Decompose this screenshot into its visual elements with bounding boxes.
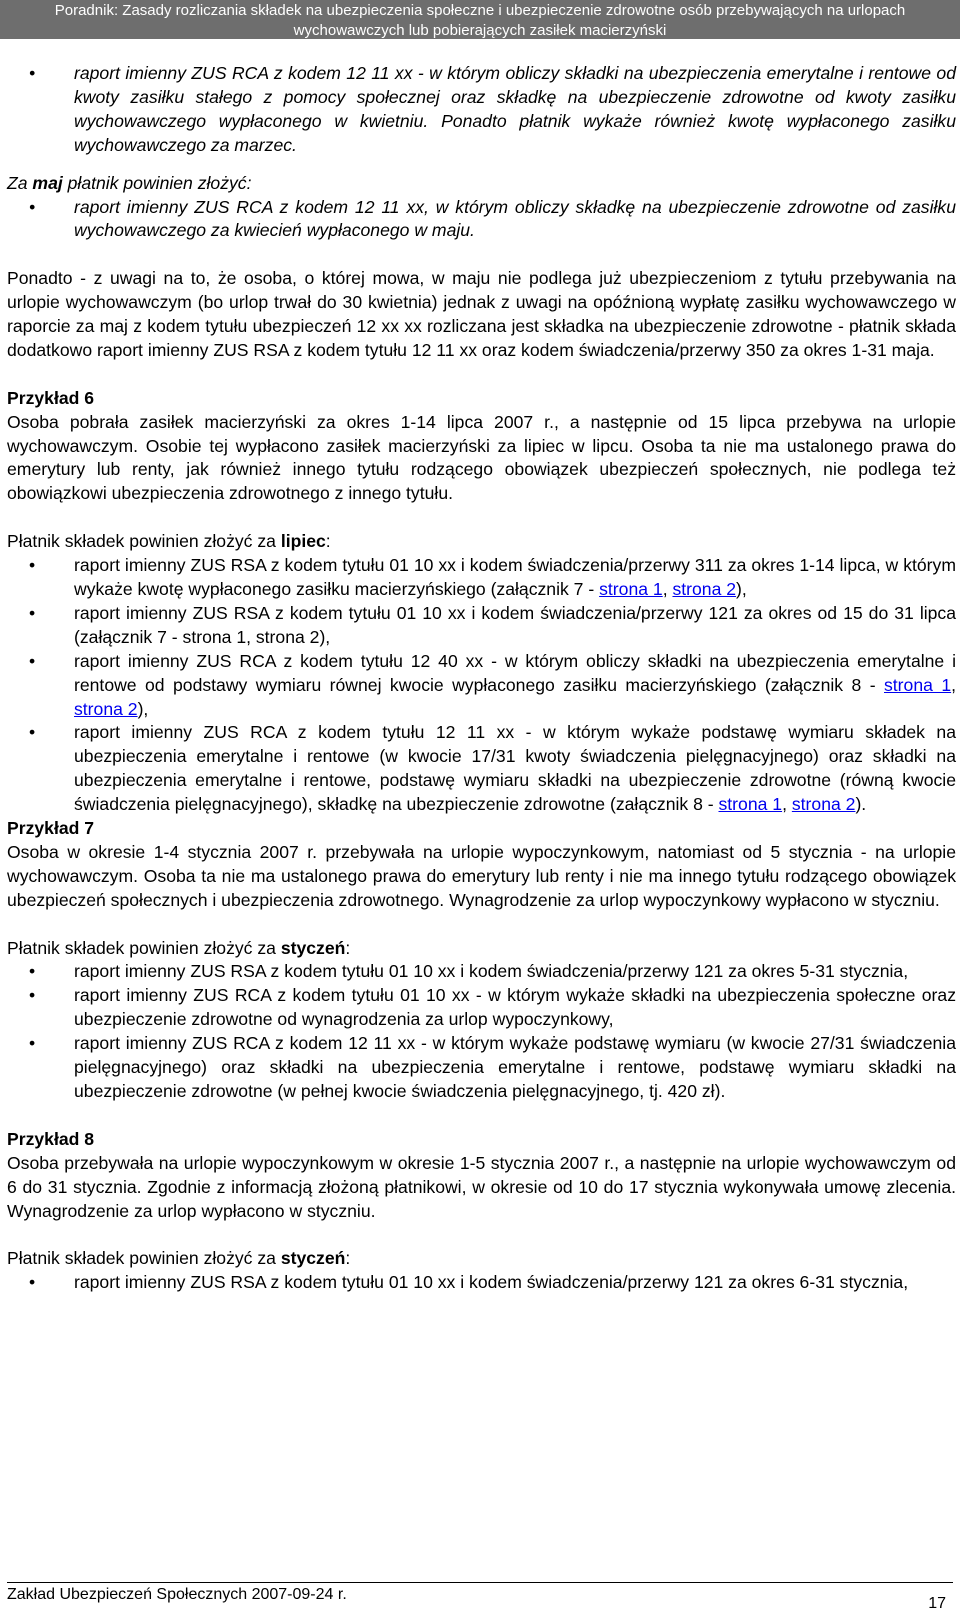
list-item: • raport imienny ZUS RSA z kodem tytułu 01 10 xx i kodem świadczenia/przerwy 311 za okres 1-14 lipca, w którym wykaże kwotę wypłaconego zasiłku macierzyńskiego (załącznik 7 - strona 1, strona 2), (7, 554, 956, 602)
paragraph-ponadto: Ponadto - z uwagi na to, że osoba, o której mowa, w maju nie podlega już ubezpieczeniom z tytułu przebywania na urlopie wychowawczym (bo urlop trwał do 30 kwietnia) jednak z uwagi na opóźnioną wypłatę zasiłku wychowawczego w raporcie za maj z kodem tytułu ubezpieczeń 12 xx xx rozliczana jest składka na ubezpieczenie zdrowotne - płatnik składa dodatkowo raport imienny ZUS RSA z kodem tytułu 12 11 xx oraz kodem świadczenia/przerwy 350 za okres 1-31 maja. (7, 268, 956, 360)
bullet-list-may (7, 196, 956, 244)
example7-text: Osoba w okresie 1-4 stycznia 2007 r. przebywała na urlopie wypoczynkowym, natomiast od 5 stycznia - na urlopie wychowawczym. Osoba ta nie ma ustalonego prawa do emerytury lub renty i nie ma innego tytułu rodzącego obowiązek ubezpieczeń społecznych i ubezpieczenia zdrowotnego. Wynagrodzenie za urlop wypoczynkowy wypłacono w styczniu. (7, 841, 956, 910)
example7-list (7, 960, 956, 1103)
page-header (0, 0, 960, 39)
example6-text: Osoba pobrała zasiłek macierzyński za okres 1-14 lipca 2007 r., a następnie od 15 lipca przebywa na urlopie wychowawczym. Osobie tej wypłacono zasiłek macierzyński za lipiec w lipcu. Osoba ta nie ma ustalonego prawa do emerytury lub renty, jak również innego tytułu rodzącego obowiązek ubezpieczeń społecznych, nie podlega też obowiązkowi ubezpieczenia zdrowotnego z innego tytułu. (7, 411, 956, 504)
footer-text: Zakład Ubezpieczeń Społecznych 2007-09-24 r. (7, 1586, 347, 1603)
may-lead: Za maj płatnik powinien złożyć: (7, 172, 252, 193)
link-strona-2[interactable]: strona 2 (672, 578, 737, 599)
example8-list (7, 1271, 956, 1295)
list-item: • raport imienny ZUS RCA z kodem 12 11 xx, w którym obliczy składkę na ubezpieczenie zdrowotne od zasiłku wychowawczego za kwiecień wypłaconego w maju. (7, 196, 956, 244)
example8-heading: Przykład 8 (7, 1128, 95, 1149)
link-strona-1[interactable]: strona 1 (884, 674, 952, 695)
page-number: 17 (928, 1595, 946, 1612)
example6-heading: Przykład 6 (7, 387, 95, 408)
example7-lead: Płatnik składek powinien złożyć za styczeń: (7, 937, 351, 958)
link-strona-1[interactable]: strona 1 (599, 578, 663, 599)
example7-heading: Przykład 7 (7, 818, 95, 839)
document-body (7, 62, 956, 1295)
list-item: • raport imienny ZUS RCA z kodem 12 11 xx - w którym obliczy składki na ubezpieczenia emerytalne i rentowe od kwoty zasiłku stałego z pomocy społecznej oraz składkę na ubezpieczenie zdrowotne od kwoty zasiłku wychowawczego wypłaconego w kwietniu. Ponadto płatnik wykaże również kwotę wypłaconego zasiłku wychowawczego za marzec. (7, 62, 956, 158)
example6-lead: Płatnik składek powinien złożyć za lipiec: (7, 531, 331, 552)
link-strona-2[interactable]: strona 2 (74, 698, 138, 719)
footer-divider (7, 1582, 953, 1583)
list-item: • raport imienny ZUS RCA z kodem tytułu 01 10 xx - w którym wykaże składki na ubezpieczenia społeczne oraz ubezpieczenie zdrowotne od wynagrodzenia za urlop wypoczynkowy, (7, 984, 956, 1032)
list-item: • raport imienny ZUS RCA z kodem tytułu 12 11 xx - w którym wykaże podstawę wymiaru składek na ubezpieczenia emerytalne i rentowe (w kwocie 17/31 kwoty świadczenia pielęgnacyjnego) oraz składki na ubezpieczenia emerytalne i rentowe, podstawę wymiaru składki na ubezpieczenie zdrowotne (równą kwocie świadczenia pielęgnacyjnego), składkę na ubezpieczenie zdrowotne (załącznik 8 - strona 1, strona 2). (7, 721, 956, 817)
example8-lead: Płatnik składek powinien złożyć za styczeń: (7, 1248, 351, 1269)
example6-list (7, 554, 956, 817)
example8-text: Osoba przebywała na urlopie wypoczynkowym w okresie 1-5 stycznia 2007 r., a następnie na urlopie wychowawczym od 6 do 31 stycznia. Zgodnie z informacją złożoną płatnikowi, w okresie od 10 do 17 stycznia wykonywała umowę zlecenia. Wynagrodzenie za urlop wypłacono w styczniu. (7, 1152, 956, 1221)
list-item: • raport imienny ZUS RCA z kodem 12 11 xx - w którym wykaże podstawę wymiaru (w kwocie 27/31 świadczenia pielęgnacyjnego) oraz składki na ubezpieczenia emerytalne i rentowe, podstawę wymiaru składki na ubezpieczenie zdrowotne (w pełnej kwocie świadczenia pielęgnacyjnego, tj. 420 zł). (7, 1032, 956, 1104)
list-item: • raport imienny ZUS RCA z kodem tytułu 12 40 xx - w którym obliczy składki na ubezpieczenia emerytalne i rentowe od podstawy wymiaru równej kwocie wypłaconego zasiłku macierzyńskiego (załącznik 8 - strona 1, strona 2), (7, 650, 956, 722)
list-item: • raport imienny ZUS RSA z kodem tytułu 01 10 xx i kodem świadczenia/przerwy 121 za okres 5-31 stycznia, (7, 960, 956, 984)
list-item: • raport imienny ZUS RSA z kodem tytułu 01 10 xx i kodem świadczenia/przerwy 121 za okres 6-31 stycznia, (7, 1271, 956, 1295)
header-title: Poradnik: Zasady rozliczania składek na ubezpieczenia społeczne i ubezpieczenie zdrowotne osób przebywających na urlopach wychowawczych lub pobierających zasiłek macierzyński (54, 2, 906, 39)
list-item: • raport imienny ZUS RSA z kodem tytułu 01 10 xx i kodem świadczenia/przerwy 121 za okres od 15 do 31 lipca (załącznik 7 - strona 1, strona 2), (7, 602, 956, 650)
bullet-list-april (7, 62, 956, 158)
link-strona-2[interactable]: strona 2 (791, 794, 856, 815)
link-strona-1[interactable]: strona 1 (718, 794, 783, 815)
